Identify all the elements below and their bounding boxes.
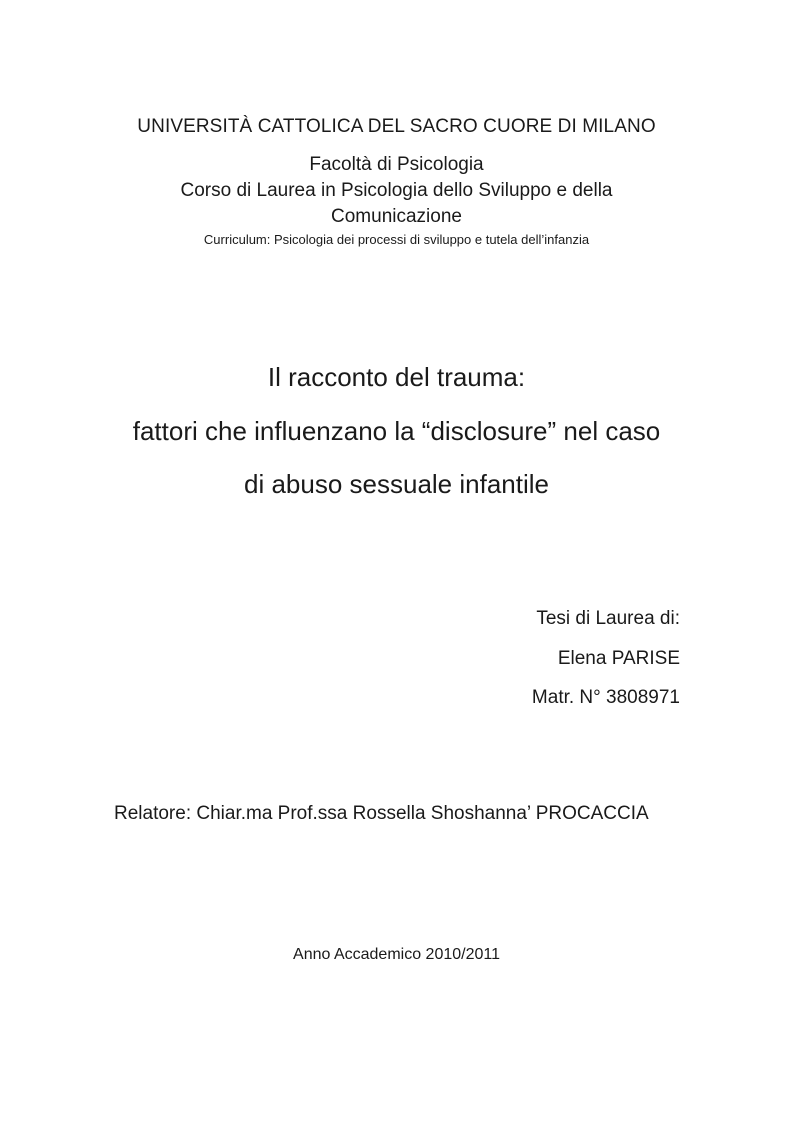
academic-year: Anno Accademico 2010/2011 xyxy=(293,946,500,963)
thesis-title-line-3: di abuso sessuale infantile xyxy=(244,469,549,499)
university-name: UNIVERSITÀ CATTOLICA DEL SACRO CUORE DI MILANO xyxy=(137,116,656,137)
thesis-author-name: Elena PARISE xyxy=(557,648,680,669)
thesis-title-line-1: Il racconto del trauma: xyxy=(267,362,526,392)
curriculum-name: Curriculum: Psicologia dei processi di sviluppo e tutela dell’infanzia xyxy=(203,232,590,247)
faculty-name: Facoltà di Psicologia xyxy=(309,154,484,175)
course-name-line-2: Comunicazione xyxy=(331,206,462,227)
course-name-line-1: Corso di Laurea in Psicologia dello Sviluppo e della xyxy=(180,180,613,201)
thesis-author-label: Tesi di Laurea di: xyxy=(536,608,680,629)
matriculation-number: Matr. N° 3808971 xyxy=(531,687,680,708)
thesis-title-line-2: fattori che influenzano la “disclosure” nel caso xyxy=(132,416,661,446)
supervisor-line: Relatore: Chiar.ma Prof.ssa Rossella Shoshanna’ PROCACCIA xyxy=(114,803,649,824)
